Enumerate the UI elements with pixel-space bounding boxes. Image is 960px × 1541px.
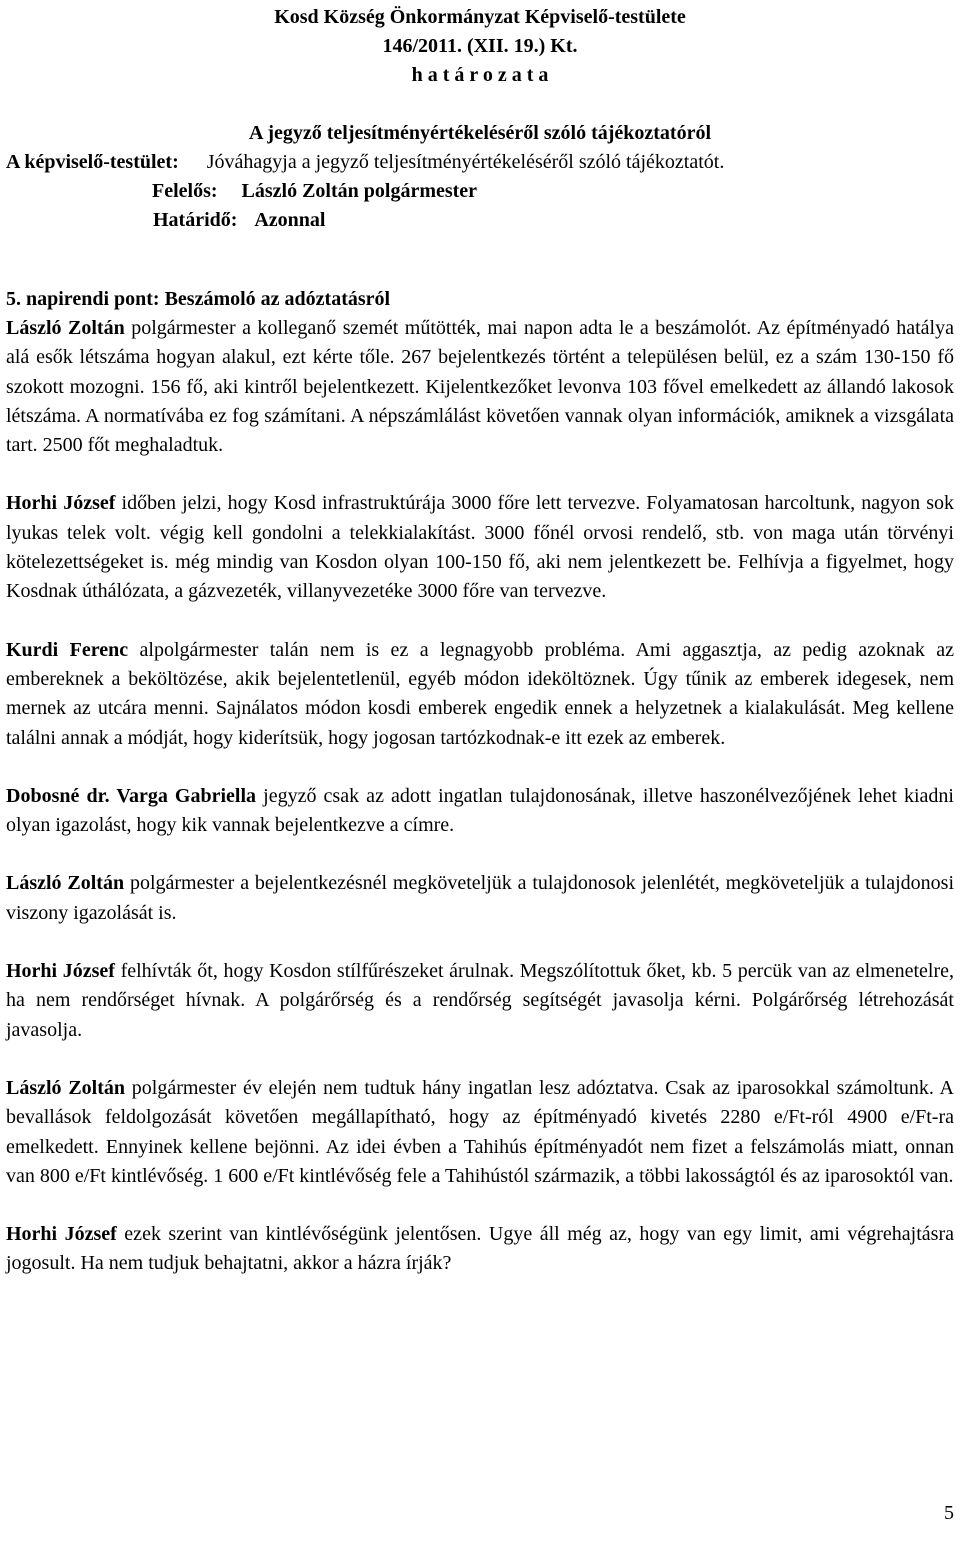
paragraph-text: polgármester a bejelentkezésnél megköveteljük a tulajdonosok jelenlétét, megköveteljük a tulajdonosi viszony igazolását is. [6,872,954,924]
paragraph [6,957,954,1045]
paragraph [6,869,954,928]
deadline-row [6,206,954,235]
paragraph [6,1220,954,1279]
council-name: Kosd Község Önkormányzat Képviselő-testülete [274,6,686,28]
page-number: 5 [944,1502,954,1524]
resolution-heading: h a t á r o z a t a [411,64,549,86]
speaker-name: Dobosné dr. Varga Gabriella [6,784,257,807]
paragraph-text: időben jelzi, hogy Kosd infrastruktúrája 3000 főre lett tervezve. Folyamatosan harcoltunk, nagyon sok lyukas telek volt. végig kell gondolni a telekkialakítást. 3000 főnél orvosi rendelő, stb. von maga után törvényi kötelezettségeket is. még mindig van Kosdon olyan 100-150 fő, aki nem jelentkezett be. Felhívja a figyelmet, hogy Kosdnak úthálózata, a gázvezeték, villanyvezetéke 3000 főre van tervezve. [6,492,954,603]
paragraph [6,314,954,460]
agenda-item-title: 5. napirendi pont: Beszámoló az adóztatásról [6,288,391,310]
speaker-name: Kurdi Ferenc [6,638,129,661]
deadline-value: Azonnal [254,209,326,231]
responsible-value: László Zoltán polgármester [241,180,478,202]
speaker-name: Horhi József [6,1223,117,1246]
speaker-name: László Zoltán [6,1076,126,1099]
paragraph-text: jegyző csak az adott ingatlan tulajdonosának, illetve haszonélvezőjének lehet kiadni olyan igazolást, hogy kik vannak bejelentkezve a címre. [6,784,954,837]
deadline-label: Határidő: [153,209,238,231]
speaker-name: Horhi József [6,492,116,515]
paragraph-text: ezek szerint van kintlévőségünk jelentősen. Ugye áll még az, hogy van egy limit, ami végrehajtásra jogosult. Ha nem tudjuk behajtatni, akkor a házra írják? [6,1223,954,1275]
speaker-name: László Zoltán [6,317,125,339]
resolution-body-label: A képviselő-testület: [6,151,179,173]
resolution-title: A jegyző teljesítményértékeléséről szóló tájékoztatóról [248,122,712,144]
paragraph-text: felhívták őt, hogy Kosdon stílfűrészeket árulnak. Megszólítottuk őket, kb. 5 percük van az elmenetelre, ha nem rendőrséget hívnak. A polgárőrség és a rendőrség segítségét javasolja kérni. Polgárőrség létrehozását javasolja. [6,960,954,1041]
paragraph [6,636,954,753]
responsible-label: Felelős: [152,180,218,202]
paragraph [6,782,954,841]
responsible-row [6,177,954,206]
resolution-body-value: Jóváhagyja a jegyző teljesítményértékeléséről szóló tájékoztatót. [206,151,725,173]
paragraph-text: polgármester év elején nem tudtuk hány ingatlan lesz adóztatva. Csak az iparosokkal számoltunk. A bevallások feldolgozását követően megállapítható, hogy az építményadó kivetés 2280 e/Ft-ról 4900 e/Ft-ra emelkedett. Ennyinek kellene bejönni. Az idei évben a Tahihús építményadót nem fizet a felszámolás miatt, onnan van 800 e/Ft kintlévőség. 1 600 e/Ft kintlévőség fele a Tahihústól származik, a többi lakosságtól és az iparosoktól van. [6,1076,954,1187]
paragraph-text: alpolgármester talán nem is ez a legnagyobb probléma. Ami aggasztja, az pedig azoknak az embereknek a beköltözése, akik bejelentetlenül, egyéb módon ideköltöznek. Úgy tűnik az emberek idegesek, nem mernek az utcára menni. Sajnálatos módon kosdi emberek engedik ennek a helyzetnek a kialakulását. Meg kellene találni annak a módját, hogy kiderítsük, hogy jogosan tartózkodnak-e itt ezek az emberek. [6,638,954,749]
paragraph [6,1074,954,1191]
paragraph-text: polgármester a kolleganő szemét műtötték, mai napon adta le a beszámolót. Az építményadó hatálya alá esők létszáma hogyan alakul, ezt kérte tőle. 267 bejelentkezés történt a településen belül, ez a szám 130-150 fő szokott mozogni. 156 fő, aki kintről bejelentkezett. Kijelentkezőket levonva 103 fővel emelkedett az állandó lakosok létszáma. A normatívába ez fog számítani. A népszámlálást követően vannak olyan információk, amiknek a vizsgálata tart. 2500 főt meghaladtuk. [6,317,954,457]
speaker-name: Horhi József [6,960,115,983]
paragraph [6,489,954,606]
document-page [6,0,954,1279]
resolution-number: 146/2011. (XII. 19.) Kt. [382,35,578,57]
resolution-body-row [6,148,954,177]
speaker-name: László Zoltán [6,872,125,895]
